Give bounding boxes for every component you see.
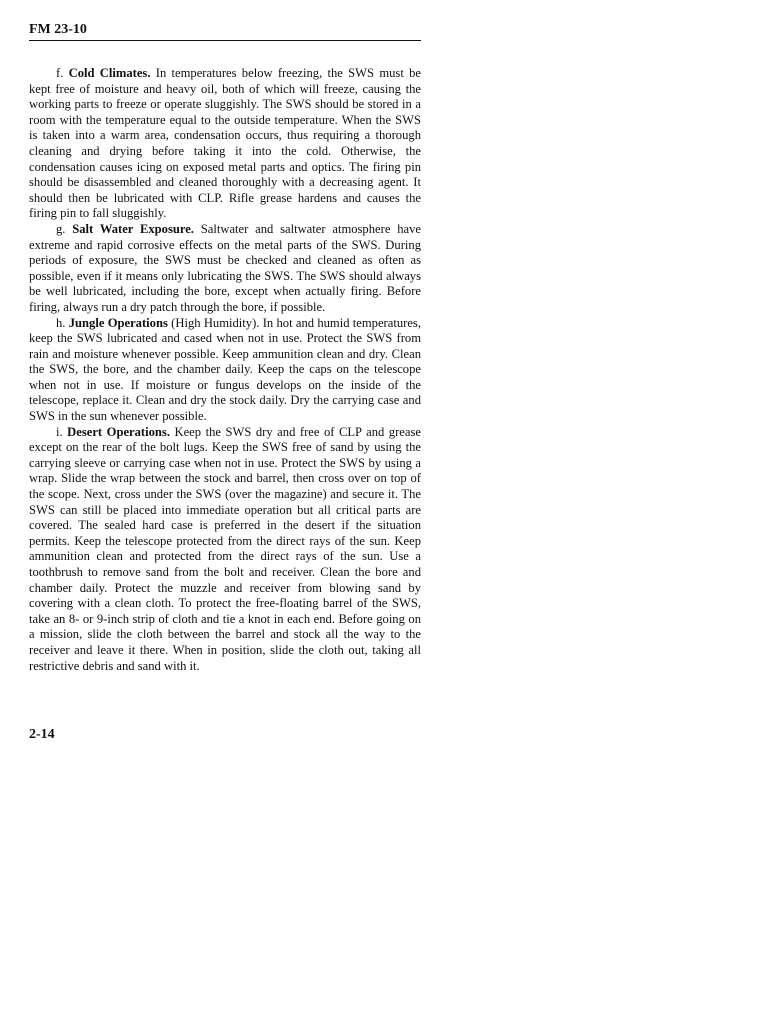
paragraph-cold-climates xyxy=(29,66,421,222)
paragraph-title: Desert Operations. xyxy=(67,424,170,439)
manual-id: FM 23-10 xyxy=(29,22,87,37)
paragraph-body: In temperatures below freezing, the SWS must be kept free of moisture and heavy oil, both of which will freeze, causing the working parts to freeze or operate sluggishly. The SWS should be stored in a room with the temperature equal to the outside temperature. When the SWS is taken into a warm area, condensation occurs, thus requiring a thorough cleaning and drying before taking it into the cold. Otherwise, the condensation causes icing on exposed metal parts and optics. The firing pin should be disassembled and cleaned thoroughly with a decreasing agent. It should then be lubricated with CLP. Rifle grease hardens and causes the firing pin to fall sluggishly. xyxy=(29,66,421,221)
paragraph-title: Cold Climates. xyxy=(68,66,151,80)
paragraph-jungle-operations xyxy=(29,316,421,425)
paragraph-title-note: (High Humidity). xyxy=(171,315,260,330)
paragraph-body: Keep the SWS dry and free of CLP and grease except on the rear of the bolt lugs. Keep the SWS free of sand by using the carrying sleeve or carrying case when not in use. Protect the SWS by using a wrap. Slide the wrap between the stock and barrel, then cross over on top of the scope. Next, cross under the SWS (over the magazine) and secure it. The SWS can still be placed into immediate operation but all critical parts are covered. The sealed hard case is preferred in the desert if the situation permits. Keep the telescope protected from the direct rays of the sun. Keep ammunition clean and protected from the direct rays of the sun. Use a toothbrush to remove sand from the bolt and receiver. Clean the bore and chamber daily. Protect the muzzle and receiver from blowing sand by covering with a clean cloth. To protect the free-floating barrel of the SWS, take an 8- or 9-inch strip of cloth and tie a knot in each end. Before going on a mission, slide the cloth between the barrel and stock all the way to the receiver and leave it there. When in position, slide the cloth out, taking all restrictive debris and sand with it. xyxy=(29,424,421,673)
running-header xyxy=(29,22,421,41)
paragraph-title: Jungle Operations xyxy=(68,315,168,330)
paragraph-desert-operations xyxy=(29,425,421,675)
page-number: 2-14 xyxy=(29,727,55,742)
page-body xyxy=(29,66,421,674)
paragraph-salt-water-exposure xyxy=(29,222,421,316)
paragraph-label: h. xyxy=(56,315,66,330)
paragraph-label: f. xyxy=(56,66,64,80)
paragraph-label: g. xyxy=(56,221,66,236)
paragraph-title: Salt Water Exposure. xyxy=(72,221,194,236)
paragraph-label: i. xyxy=(56,424,63,439)
paragraph-body: Saltwater and saltwater atmosphere have extreme and rapid corrosive effects on the metal parts of the SWS. During periods of exposure, the SWS must be checked and cleaned as often as possible, even if it means only lubricating the SWS. The SWS should always be well lubricated, including the bore, except when actually firing. Before firing, always run a dry patch through the bore, if possible. xyxy=(29,221,421,314)
paragraph-body: In hot and humid temperatures, keep the SWS lubricated and cased when not in use. Protect the SWS from rain and moisture whenever possible. Keep ammunition clean and dry. Clean the SWS, the bore, and the chamber daily. Keep the caps on the telescope when not in use. If moisture or fungus develops on the inside of the telescope, replace it. Clean and dry the stock daily. Dry the carrying case and SWS in the sun whenever possible. xyxy=(29,315,421,424)
